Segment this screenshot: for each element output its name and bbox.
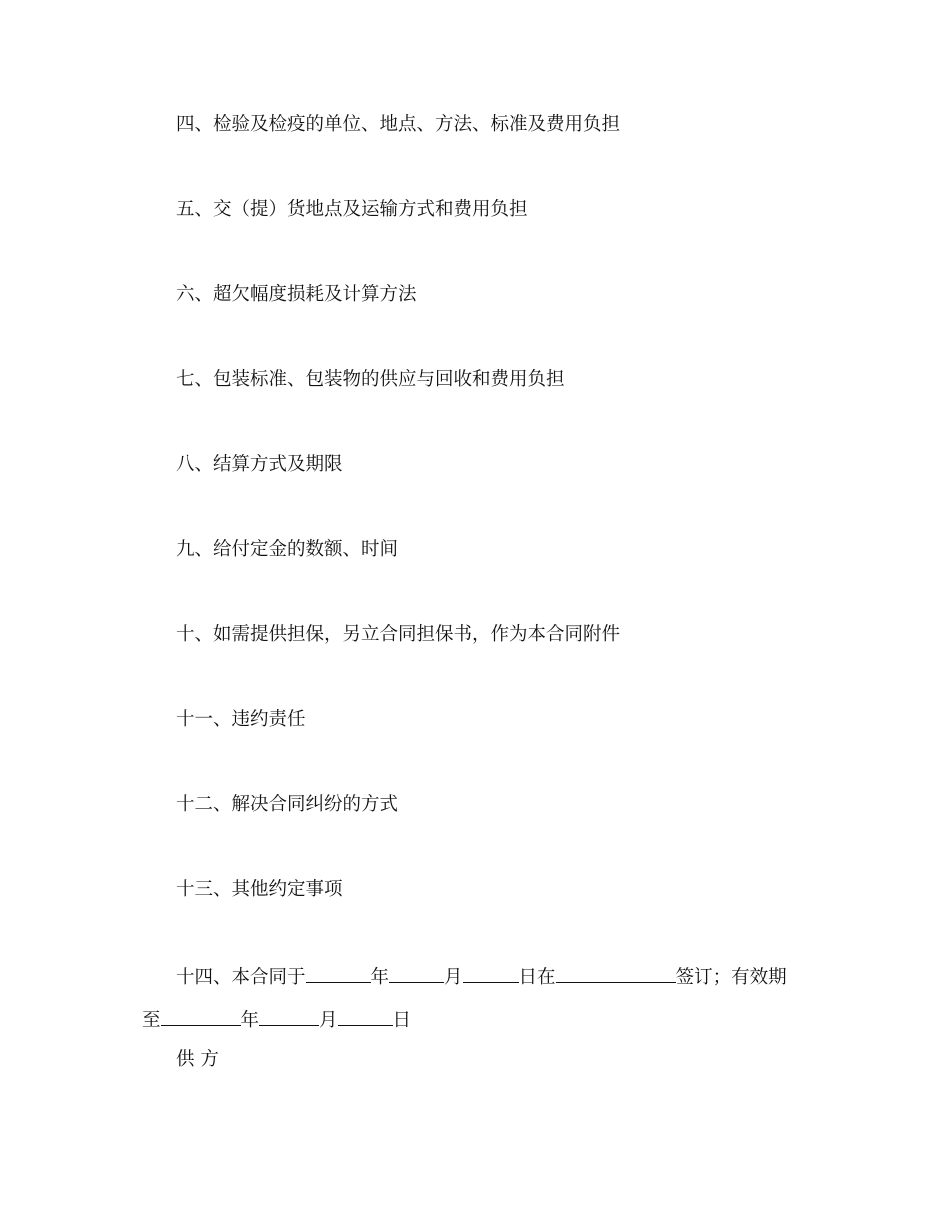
month-label: 月	[444, 967, 463, 988]
clause-13: 十三、其他约定事项	[176, 879, 343, 900]
clause-7: 七、包装标准、包装物的供应与回收和费用负担	[176, 369, 565, 390]
clause-9: 九、给付定金的数额、时间	[176, 539, 399, 560]
sign-day-blank[interactable]	[463, 964, 519, 983]
sign-place-blank[interactable]	[556, 964, 676, 983]
clause-10: 十、如需提供担保，另立合同担保书，作为本合同附件	[176, 624, 621, 645]
expiry-month-blank[interactable]	[259, 1007, 319, 1026]
clause-6: 六、超欠幅度损耗及计算方法	[176, 284, 417, 305]
until-label: 至	[142, 1010, 161, 1031]
clause-5: 五、交（提）货地点及运输方式和费用负担	[176, 199, 528, 220]
clause-8: 八、结算方式及期限	[176, 454, 343, 475]
clause-14-prefix: 十四、本合同于	[176, 967, 306, 988]
supplier-label: 供 方	[176, 1049, 219, 1070]
expiry-year-blank[interactable]	[161, 1007, 241, 1026]
clause-11: 十一、违约责任	[176, 709, 306, 730]
expiry-day-blank[interactable]	[338, 1007, 393, 1026]
year2-label: 年	[240, 1010, 260, 1031]
clause-14-line-2	[142, 1007, 411, 1032]
month2-label: 月	[319, 1010, 338, 1031]
day2-label: 日	[392, 1010, 412, 1031]
clause-4: 四、检验及检疫的单位、地点、方法、标准及费用负担	[176, 114, 621, 135]
day-at-label: 日在	[518, 967, 556, 988]
signed-label: 签订；有效期	[675, 967, 787, 988]
year-label: 年	[370, 967, 390, 988]
sign-month-blank[interactable]	[389, 964, 444, 983]
clause-14-line-1	[176, 964, 787, 989]
sign-year-blank[interactable]	[306, 964, 371, 983]
clause-12: 十二、解决合同纠纷的方式	[176, 794, 399, 815]
